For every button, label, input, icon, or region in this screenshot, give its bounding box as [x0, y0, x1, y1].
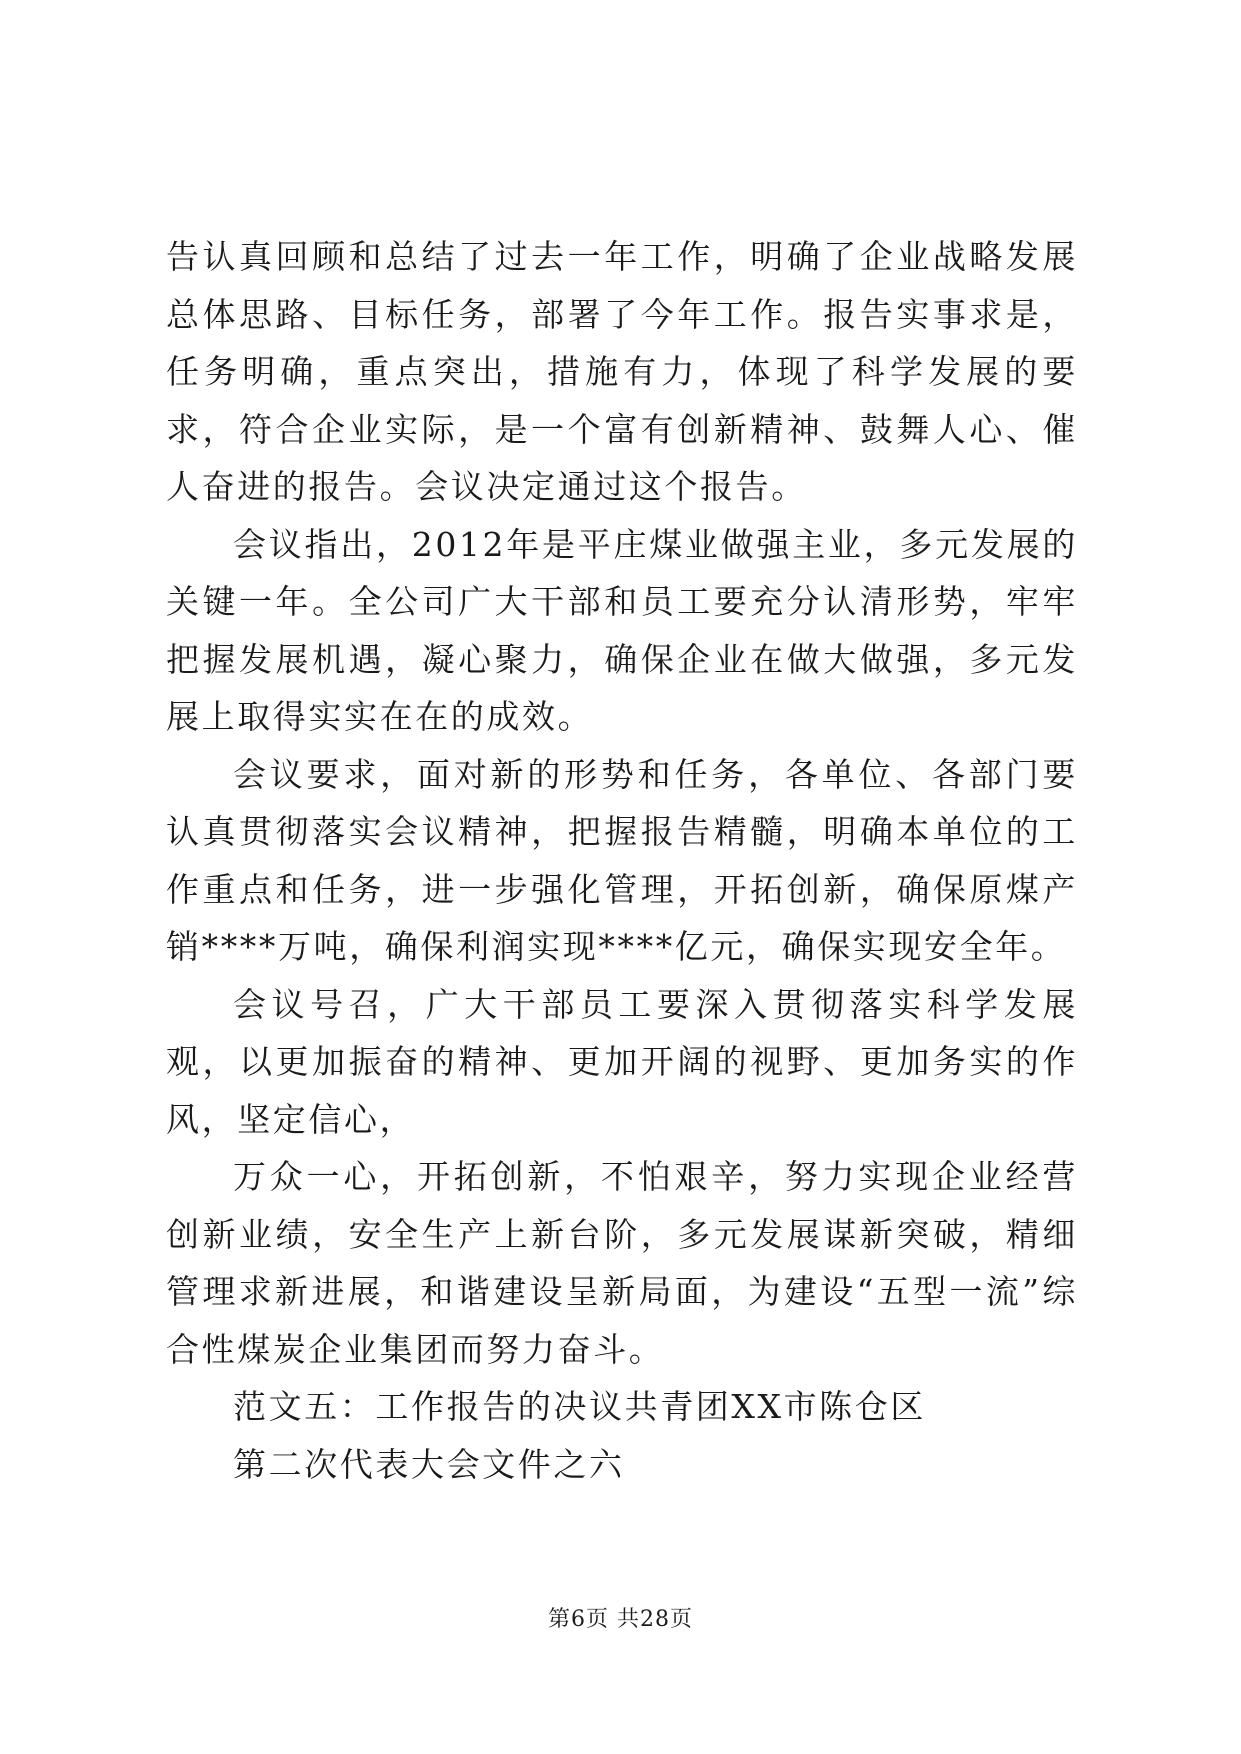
paragraph-meeting-calls: 会议号召，广大干部员工要深入贯彻落实科学发展观，以更加振奋的精神、更加开阔的视野、更加务实的作风，坚定信心，	[166, 984, 1078, 1139]
paragraph-report-review: 告认真回顾和总结了过去一年工作，明确了企业战略发展总体思路、目标任务，部署了今年工作。报告实事求是，任务明确，重点突出，措施有力，体现了科学发展的要求，符合企业实际，是一个富有创新精神、鼓舞人心、催人奋进的报告。会议决定通过这个报告。	[166, 237, 1078, 506]
paragraph-united-effort: 万众一心，开拓创新，不怕艰辛，努力实现企业经营创新业绩，安全生产上新台阶，多元发展谋新突破，精细管理求新进展，和谐建设呈新局面，为建设“五型一流”综合性煤炭企业集团而努力奋斗。	[166, 1157, 1078, 1369]
paragraph-meeting-requires: 会议要求，面对新的形势和任务，各单位、各部门要认真贯彻落实会议精神，把握报告精髓，明确本单位的工作重点和任务，进一步强化管理，开拓创新，确保原煤产销****万吨，确保利润实现****亿元，确保实现安全年。	[166, 754, 1078, 966]
paragraph-congress-document: 第二次代表大会文件之六	[233, 1444, 625, 1484]
document-body	[166, 228, 1078, 1493]
page-number-footer: 第6页 共28页	[548, 1607, 693, 1632]
paragraph-sample-five-title: 范文五：工作报告的决议共青团XX市陈仓区	[233, 1387, 926, 1426]
paragraph-meeting-points-out: 会议指出，2012年是平庄煤业做强主业，多元发展的关键一年。全公司广大干部和员工要充分认清形势，牢牢把握发展机遇，凝心聚力，确保企业在做大做强，多元发展上取得实实在在的成效。	[166, 524, 1078, 736]
